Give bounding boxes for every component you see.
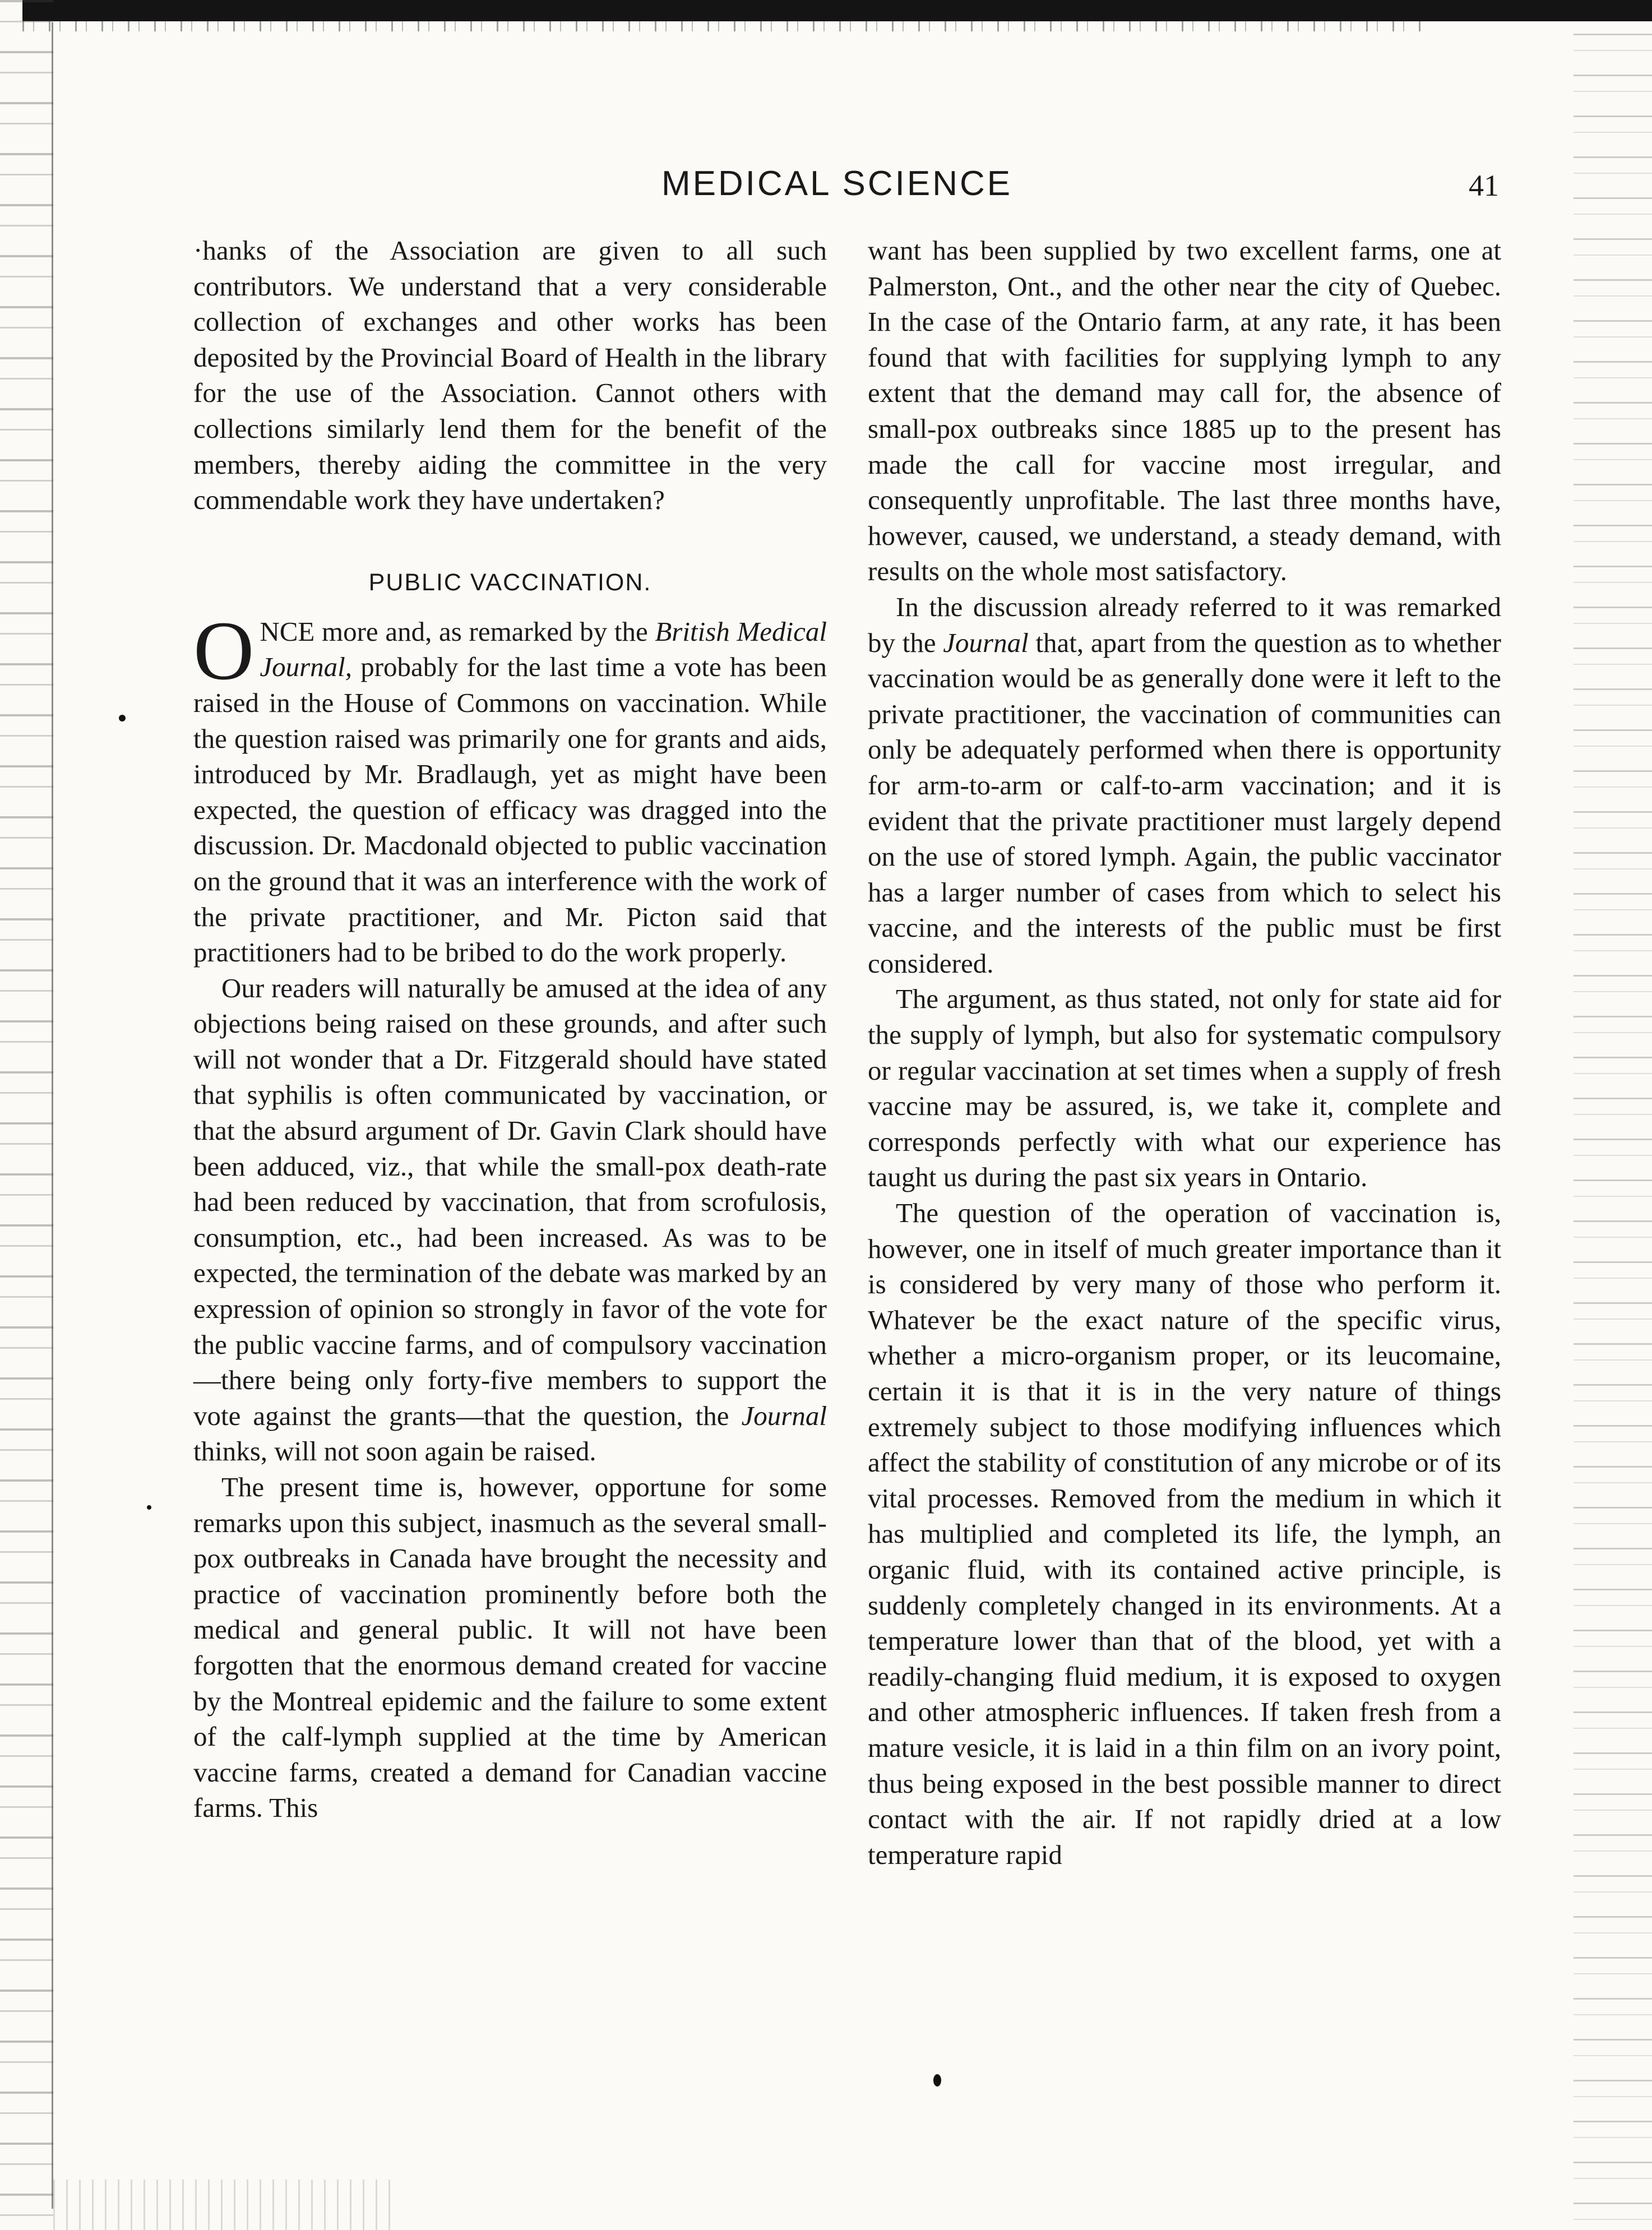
ink-spot xyxy=(933,2074,941,2086)
top-edge-scan-noise xyxy=(22,21,1424,31)
public-vaccination-paragraph-2 xyxy=(193,970,827,1469)
page-number: 41 xyxy=(1469,169,1499,202)
public-vaccination-paragraph-1 xyxy=(193,604,827,970)
paragraph-a-text-b: that, apart from the question as to whether vaccination would be as generally done were it left to the private practitioner, the vaccination of communities can only be adequately performed when there is opportunity for arm-to-arm or calf-to-arm vaccination; and it is evident that the private practitioner must largely depend on the use of stored lymph. Again, the public vaccinator has a larger number of cases from which to select his vaccine, and the interests of the public must be first considered. xyxy=(868,627,1501,979)
journal-italic: Journal xyxy=(741,1400,827,1431)
right-column xyxy=(868,233,1501,1872)
ink-spot xyxy=(119,715,126,721)
right-continuation-paragraph: want has been supplied by two excellent farms, one at Palmerston, Ont., and the other near the city of Quebec. In the case of the Ontario farm, at any rate, it has been found that with facilities for supplying lymph to any extent that the demand may call for, the absence of small-pox outbreaks since 1885 up to the present has made the call for vaccine most irregular, and consequently unprofitable. The last three months have, however, caused, we understand, a steady demand, with results on the whole most satisfactory. xyxy=(868,235,1501,587)
page-top-rule xyxy=(22,0,1652,21)
section-heading: PUBLIC VACCINATION. xyxy=(368,568,652,596)
paragraph-2-text-a: Our readers will naturally be amused at the idea of any objections being raised on these grounds, and after such will not wonder that a Dr. Fitzgerald should have stated that syphilis is often communicated by vaccination, or that the absurd argument of Dr. Gavin Clark should have been adduced, viz., that while the small-pox death-rate had been reduced by vaccination, that from scrofulosis, consumption, etc., had been increased. As was to be expected, the termination of the debate was marked by an expression of opinion so strongly in favor of the vote for the public vaccine farms, and of compulsory vaccination—there being only forty-five members to support the vote against the grants—that the question, the xyxy=(193,972,827,1431)
right-paragraph-c: The question of the operation of vaccination is, however, one in itself of much greater importance than it is considered by very many of those who perform it. Whatever be the exact nature of the specific virus, whether a micro-organism proper, or its leucomaine, certain it is that it is in the very nature of things extremely subject to those modifying influences which affect the stability of constitution of any microbe or of its vital processes. Removed from the medium in which it has multiplied and completed its life, the lymph, an organic fluid, with its contained active principle, is suddenly completely changed in its environments. At a temperature lower than that of the blood, yet with a readily-changing fluid medium, it is exposed to oxygen and other atmospheric influences. If taken fresh from a mature vesicle, it is laid in a thin film on an ivory point, thus being exposed in the best possible manner to direct contact with the air. If not rapidly dried at a low temperature rapid xyxy=(868,1197,1501,1870)
right-paragraph-a xyxy=(868,589,1501,982)
paragraph-2-text-b: thinks, will not soon again be raised. xyxy=(193,1436,596,1467)
bottom-edge-scan-noise xyxy=(53,2180,401,2230)
left-binding-line xyxy=(52,22,53,2209)
paragraph-1-text-b: probably for the last time a vote has been raised in the House of Commons on vaccination. While the question raised was primarily one for grants and aids, introduced by Mr. Bradlaugh, yet as might have been expected, the question of efficacy was dragged into the discussion. Dr. Macdonald objected to public vaccination on the ground that it was an interference with the work of the private practitioner, and Mr. Picton said that practitioners had to be bribed to do the work properly. xyxy=(193,651,827,968)
right-edge-scan-noise xyxy=(1574,34,1652,2230)
left-column xyxy=(193,233,827,1826)
journal-italic-right: Journal xyxy=(943,627,1029,658)
right-paragraph-b: The argument, as thus stated, not only for state aid for the supply of lymph, but also for systematic compulsory or regular vaccination at set times when a supply of fresh vaccine may be assured, is, we take it, complete and corresponds perfectly with what our experience has taught us during the past six years in Ontario. xyxy=(868,983,1501,1193)
paragraph-a-text-a: In the discussion already referred to it was remarked by the xyxy=(868,591,1501,658)
public-vaccination-paragraph-3: The present time is, however, opportune for some remarks upon this subject, inasmuch as the several small-pox outbreaks in Canada have brought the necessity and practice of vaccination prominently before both the medical and general public. It will not have been forgotten that the enormous demand created for vaccine by the Montreal epidemic and the failure to some extent of the calf-lymph supplied at the time by American vaccine farms, created a demand for Canadian vaccine farms. This xyxy=(193,1472,827,1824)
paragraph-1-text-a: NCE more and, as remarked by the xyxy=(260,616,655,647)
ink-spot xyxy=(147,1505,151,1510)
left-edge-scan-noise xyxy=(0,0,53,2230)
left-opening-paragraph: ·hanks of the Association are given to all such contributors. We understand that a very considerable collection of exchanges and other works has been deposited by the Provincial Board of Health in the library for the use of the Association. Cannot others with collections similarly lend them for the benefit of the members, thereby aiding the committee in the very commendable work they have undertaken? xyxy=(193,235,827,516)
page-title: MEDICAL SCIENCE xyxy=(661,164,1013,203)
journal-title-italic: British Medical Journal, xyxy=(260,616,827,683)
drop-cap: O xyxy=(193,604,254,697)
